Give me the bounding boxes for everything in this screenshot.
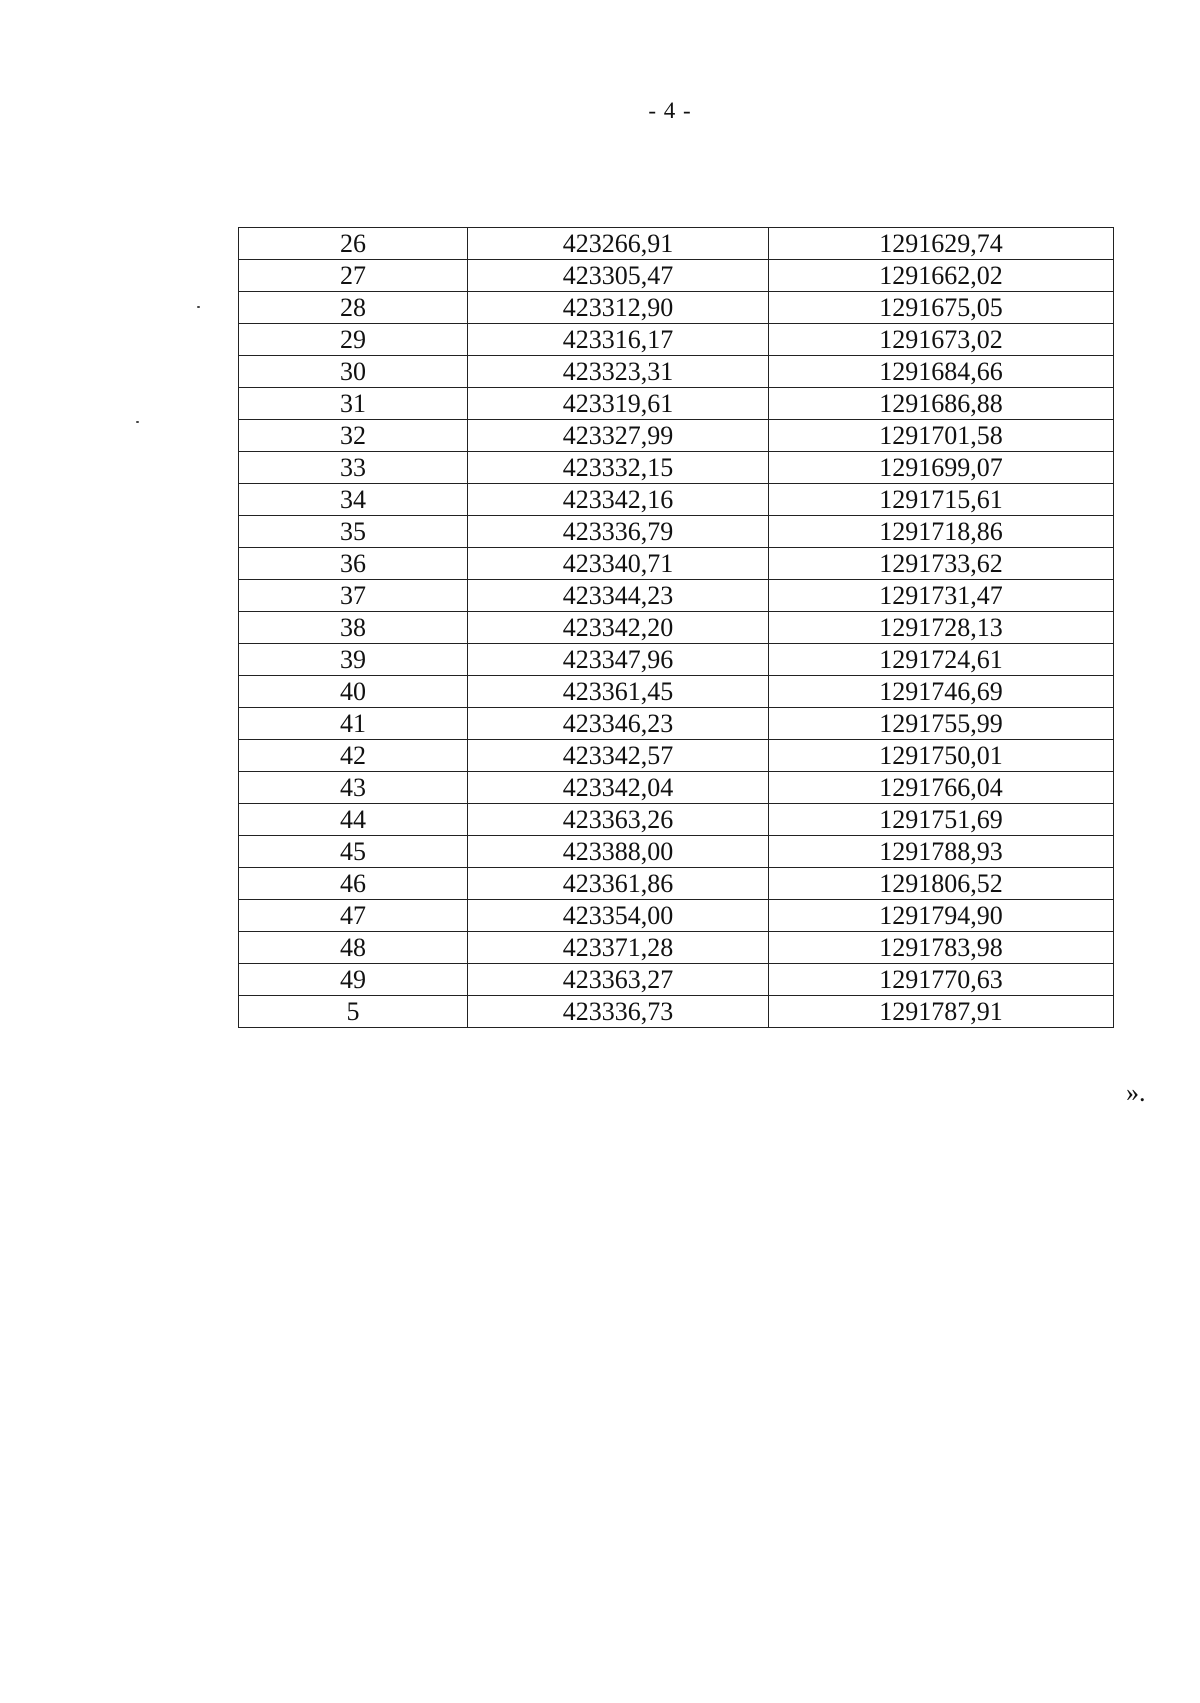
- x-coordinate-cell: 423327,99: [468, 420, 769, 452]
- table-row: [239, 420, 1114, 452]
- point-number-cell: 38: [239, 612, 468, 644]
- point-number-cell: 49: [239, 964, 468, 996]
- x-coordinate-cell: 423312,90: [468, 292, 769, 324]
- point-number-cell: 31: [239, 388, 468, 420]
- point-number-cell: 27: [239, 260, 468, 292]
- y-coordinate-cell: 1291686,88: [769, 388, 1114, 420]
- page-number: - 4 -: [648, 98, 692, 123]
- point-number-cell: 29: [239, 324, 468, 356]
- y-coordinate-cell: 1291794,90: [769, 900, 1114, 932]
- point-number-cell: 35: [239, 516, 468, 548]
- x-coordinate-cell: 423342,16: [468, 484, 769, 516]
- x-coordinate-cell: 423346,23: [468, 708, 769, 740]
- point-number-cell: 37: [239, 580, 468, 612]
- point-number-cell: 34: [239, 484, 468, 516]
- x-coordinate-cell: 423371,28: [468, 932, 769, 964]
- table-row: [239, 900, 1114, 932]
- y-coordinate-cell: 1291731,47: [769, 580, 1114, 612]
- x-coordinate-cell: 423319,61: [468, 388, 769, 420]
- x-coordinate-cell: 423332,15: [468, 452, 769, 484]
- point-number-cell: 44: [239, 804, 468, 836]
- x-coordinate-cell: 423344,23: [468, 580, 769, 612]
- table-row: [239, 228, 1114, 260]
- y-coordinate-cell: 1291728,13: [769, 612, 1114, 644]
- table-row: [239, 964, 1114, 996]
- table-row: [239, 996, 1114, 1028]
- table-row: [239, 644, 1114, 676]
- coordinates-table: [238, 227, 1114, 1028]
- point-number-cell: 43: [239, 772, 468, 804]
- scan-speck: [136, 421, 139, 423]
- table-row: [239, 612, 1114, 644]
- y-coordinate-cell: 1291724,61: [769, 644, 1114, 676]
- point-number-cell: 32: [239, 420, 468, 452]
- y-coordinate-cell: 1291629,74: [769, 228, 1114, 260]
- y-coordinate-cell: 1291673,02: [769, 324, 1114, 356]
- point-number-cell: 42: [239, 740, 468, 772]
- x-coordinate-cell: 423316,17: [468, 324, 769, 356]
- y-coordinate-cell: 1291675,05: [769, 292, 1114, 324]
- y-coordinate-cell: 1291783,98: [769, 932, 1114, 964]
- table-row: [239, 548, 1114, 580]
- x-coordinate-cell: 423354,00: [468, 900, 769, 932]
- y-coordinate-cell: 1291751,69: [769, 804, 1114, 836]
- table-row: [239, 484, 1114, 516]
- table-row: [239, 836, 1114, 868]
- y-coordinate-cell: 1291701,58: [769, 420, 1114, 452]
- table-row: [239, 452, 1114, 484]
- y-coordinate-cell: 1291788,93: [769, 836, 1114, 868]
- y-coordinate-cell: 1291718,86: [769, 516, 1114, 548]
- point-number-cell: 36: [239, 548, 468, 580]
- table-row: [239, 356, 1114, 388]
- table-row: [239, 388, 1114, 420]
- x-coordinate-cell: 423342,04: [468, 772, 769, 804]
- scan-speck: [197, 306, 200, 308]
- table-row: [239, 260, 1114, 292]
- table-row: [239, 932, 1114, 964]
- point-number-cell: 5: [239, 996, 468, 1028]
- x-coordinate-cell: 423342,57: [468, 740, 769, 772]
- y-coordinate-cell: 1291770,63: [769, 964, 1114, 996]
- point-number-cell: 30: [239, 356, 468, 388]
- y-coordinate-cell: 1291715,61: [769, 484, 1114, 516]
- y-coordinate-cell: 1291755,99: [769, 708, 1114, 740]
- point-number-cell: 33: [239, 452, 468, 484]
- y-coordinate-cell: 1291787,91: [769, 996, 1114, 1028]
- point-number-cell: 46: [239, 868, 468, 900]
- closing-quote-mark: ».: [1126, 1078, 1146, 1107]
- y-coordinate-cell: 1291746,69: [769, 676, 1114, 708]
- table-row: [239, 292, 1114, 324]
- x-coordinate-cell: 423305,47: [468, 260, 769, 292]
- point-number-cell: 48: [239, 932, 468, 964]
- table-row: [239, 804, 1114, 836]
- x-coordinate-cell: 423347,96: [468, 644, 769, 676]
- y-coordinate-cell: 1291662,02: [769, 260, 1114, 292]
- coordinates-table-body: [239, 228, 1114, 1028]
- y-coordinate-cell: 1291733,62: [769, 548, 1114, 580]
- table-row: [239, 772, 1114, 804]
- x-coordinate-cell: 423336,73: [468, 996, 769, 1028]
- point-number-cell: 28: [239, 292, 468, 324]
- x-coordinate-cell: 423266,91: [468, 228, 769, 260]
- point-number-cell: 47: [239, 900, 468, 932]
- x-coordinate-cell: 423361,86: [468, 868, 769, 900]
- x-coordinate-cell: 423363,26: [468, 804, 769, 836]
- x-coordinate-cell: 423361,45: [468, 676, 769, 708]
- table-row: [239, 516, 1114, 548]
- table-row: [239, 708, 1114, 740]
- x-coordinate-cell: 423340,71: [468, 548, 769, 580]
- point-number-cell: 39: [239, 644, 468, 676]
- point-number-cell: 45: [239, 836, 468, 868]
- table-row: [239, 740, 1114, 772]
- x-coordinate-cell: 423388,00: [468, 836, 769, 868]
- y-coordinate-cell: 1291806,52: [769, 868, 1114, 900]
- table-row: [239, 580, 1114, 612]
- y-coordinate-cell: 1291750,01: [769, 740, 1114, 772]
- x-coordinate-cell: 423363,27: [468, 964, 769, 996]
- point-number-cell: 26: [239, 228, 468, 260]
- y-coordinate-cell: 1291684,66: [769, 356, 1114, 388]
- point-number-cell: 41: [239, 708, 468, 740]
- x-coordinate-cell: 423323,31: [468, 356, 769, 388]
- table-row: [239, 676, 1114, 708]
- x-coordinate-cell: 423336,79: [468, 516, 769, 548]
- table-row: [239, 868, 1114, 900]
- x-coordinate-cell: 423342,20: [468, 612, 769, 644]
- y-coordinate-cell: 1291699,07: [769, 452, 1114, 484]
- y-coordinate-cell: 1291766,04: [769, 772, 1114, 804]
- point-number-cell: 40: [239, 676, 468, 708]
- table-row: [239, 324, 1114, 356]
